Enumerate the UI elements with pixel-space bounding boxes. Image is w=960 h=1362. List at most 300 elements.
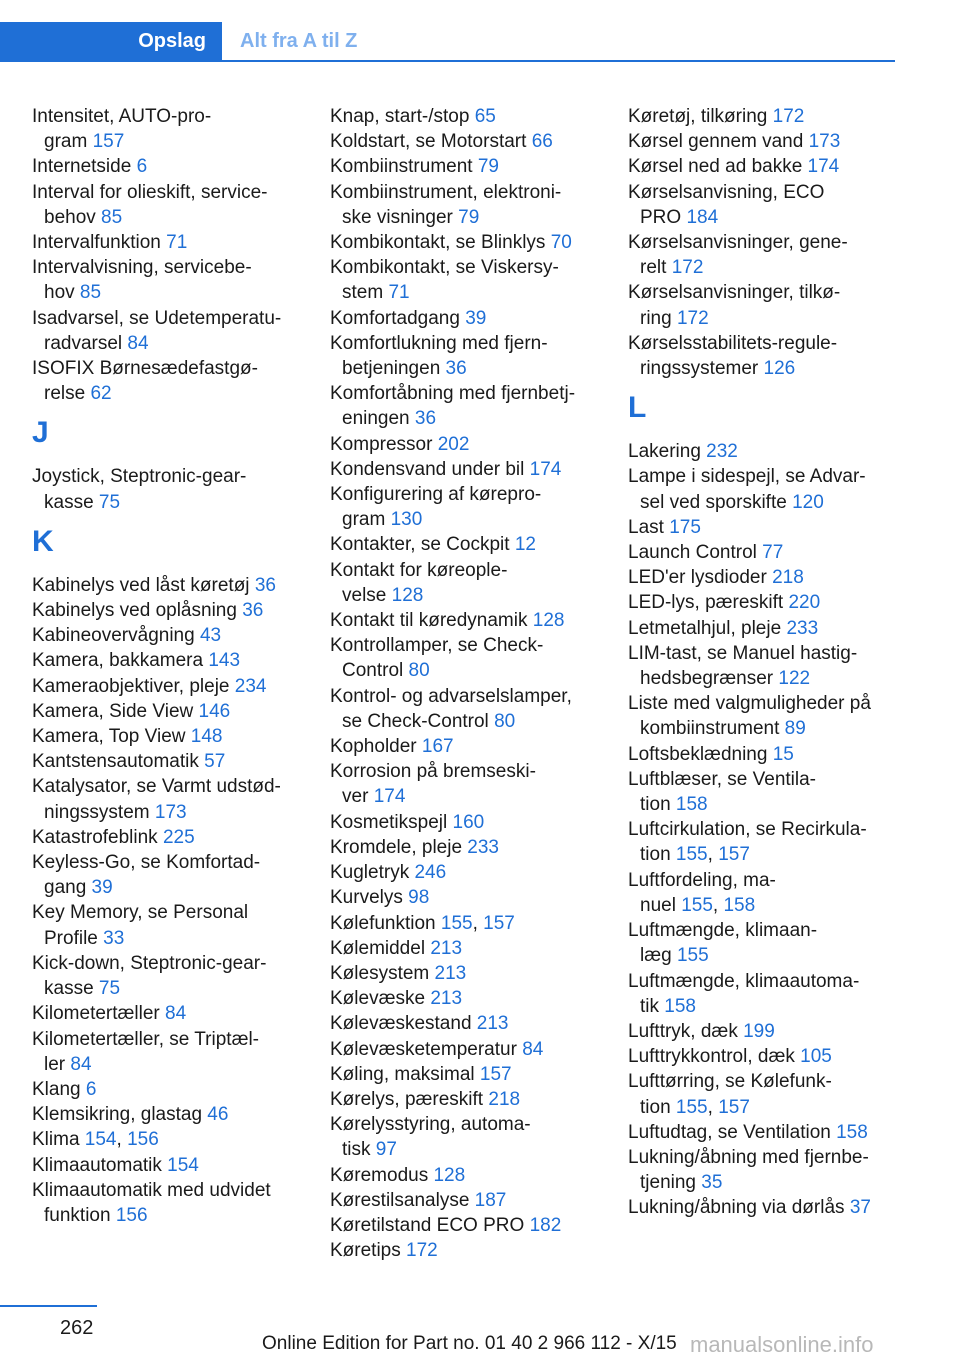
page-ref-link[interactable]: 35 [701,1172,723,1194]
index-entry-line [628,616,896,641]
tab-alt-fra-a-til-z[interactable] [240,22,357,60]
index-entry-text: Last [628,516,670,538]
index-entry-line [32,230,300,255]
page-ref-link[interactable]: 155 [676,945,709,967]
index-entry-line [330,633,600,658]
index-entry-line [32,381,300,406]
page-ref-link[interactable]: 126 [763,358,796,380]
index-entry-text: Kabineovervågning [32,625,200,647]
page-ref-link[interactable]: 156 [115,1204,148,1226]
page-ref-link[interactable]: 130 [390,509,423,531]
index-entry [330,911,600,936]
index-entry-line [330,104,600,129]
index-entry [330,532,600,557]
index-entry-text: Intervalvisning, servicebe- [32,257,252,279]
page-ref-link[interactable]: 218 [772,567,804,589]
index-entry [628,129,896,154]
page-ref-link[interactable]: 167 [421,736,454,758]
index-entry-line [330,482,600,507]
page-ref-link[interactable]: 12 [514,534,536,556]
index-entry [32,674,300,699]
index-entry [330,1163,600,1188]
page-ref-link[interactable]: 157 [92,131,125,153]
index-entry [330,860,600,885]
index-entry-line [330,1062,600,1087]
page-ref-link[interactable]: 37 [849,1197,871,1219]
page-ref-link[interactable]: 71 [166,232,188,254]
page-ref-link[interactable]: 225 [162,826,195,848]
page-ref-link[interactable]: 122 [778,668,811,690]
index-entry-line [330,1238,600,1263]
index-entry-line [330,860,600,885]
index-entry [628,616,896,641]
index-entry [330,129,600,154]
index-entry-line [32,598,300,623]
index-entry-line [330,532,600,557]
index-entry-text: Lukning/åbning med fjernbe- [628,1146,869,1168]
page-ref-link[interactable]: 157 [483,912,515,934]
index-entry-line [628,255,896,280]
index-entry [330,1011,600,1036]
index-entry-text: ring [640,307,677,329]
page-ref-link[interactable]: 233 [467,836,499,858]
page-ref-link[interactable]: 158 [723,894,756,916]
index-entry-text: LED'er lysdioder [628,567,773,589]
index-entry-text: stem [342,282,389,304]
watermark: manualsonline.info [690,1332,874,1357]
page-ref-link[interactable]: 187 [474,1189,507,1211]
index-entry-text: Kørestilsanalyse [330,1189,475,1211]
page-number: 262 [60,1317,94,1339]
index-entry-line [32,749,300,774]
index-entry-text: ringssystemer [640,358,764,380]
index-entry-text: Korrosion på bremseski- [330,761,536,783]
section-letter: J [32,416,49,450]
index-entry-line [32,1102,300,1127]
page-ref-link[interactable]: 213 [434,962,467,984]
index-entry [330,154,600,179]
index-entry-line [32,774,300,799]
index-entry-text: Katastrofeblink [32,826,163,848]
index-entry-line [628,868,896,893]
page-ref-link[interactable]: 157 [718,844,750,866]
page-ref-link[interactable]: 172 [772,106,805,127]
index-entry-text: ver [342,786,374,808]
index-entry [32,1027,300,1077]
index-entry-line [32,724,300,749]
index-entry-line [32,926,300,951]
page-ref-link[interactable]: 202 [437,433,470,455]
index-column-1 [32,104,300,1228]
index-entry-line [330,129,600,154]
index-entry [330,255,600,305]
index-entry-line [32,255,300,280]
index-entry-line [628,691,896,716]
page-ref-link[interactable]: 70 [550,232,572,254]
index-entry-text: Klang [32,1078,86,1100]
page-ref-link[interactable]: 84 [522,1038,544,1060]
index-entry [32,154,300,179]
page-ref-link[interactable]: 220 [788,592,821,614]
index-entry [330,608,600,633]
index-entry-line [330,1037,600,1062]
index-entry-text: Kombikontakt, se Viskersy- [330,257,559,279]
page-ref-link[interactable]: 75 [98,978,121,1000]
index-entry-line [628,1044,896,1069]
page-ref-link[interactable]: 39 [465,307,487,329]
index-entry-line [628,490,896,515]
page-ref-link[interactable]: 85 [101,206,123,228]
index-entry [32,1127,300,1152]
index-entry-text: Komfortlukning med fjern- [330,332,548,354]
index-entry-line [628,280,896,305]
index-entry-text: Køremodus [330,1164,434,1186]
page-ref-link[interactable]: 155 [681,894,713,916]
index-entry-line [32,825,300,850]
index-entry-text: Kølevæskestand [330,1013,477,1035]
index-entry-line [628,356,896,381]
index-entry-text: Kontakt for køreople- [330,559,508,581]
index-entry-line [32,154,300,179]
index-entry-line [32,850,300,875]
index-entry-line [32,1077,300,1102]
index-entry-text: Klimaautomatik [32,1154,168,1176]
page-ref-link[interactable]: 213 [430,988,463,1010]
chapter-header [0,22,895,62]
page-ref-link[interactable]: 218 [488,1088,521,1110]
section-letter: L [628,391,647,425]
index-entry-line [628,1170,896,1195]
index-entry-line [628,1095,896,1120]
page-ref-link[interactable]: 155 [440,912,473,934]
index-entry-line [32,800,300,825]
index-entry [32,749,300,774]
page-ref-link[interactable]: 154 [167,1154,199,1176]
index-entry-line [32,205,300,230]
page-ref-link[interactable]: 175 [669,516,701,538]
page-ref-link[interactable]: 33 [103,927,125,949]
index-entry-text: Kromdele, pleje [330,836,468,858]
page-ref-link[interactable]: 46 [207,1104,229,1126]
page-ref-link[interactable]: 173 [808,131,841,153]
page-ref-link[interactable]: 80 [494,710,516,732]
index-entry-text: ler [44,1053,71,1075]
page-ref-link[interactable]: 84 [165,1003,187,1025]
index-entry-line [32,129,300,154]
page-ref-link[interactable]: 71 [388,282,410,304]
index-entry-line [32,180,300,205]
index-entry [32,230,300,255]
index-entry-text: Kombiinstrument [330,156,478,178]
page-ref-link[interactable]: 160 [452,811,485,833]
index-entry-text: Knap, start-/stop [330,106,475,127]
index-entry-line [330,306,600,331]
index-entry-text: relt [640,257,672,279]
index-entry-text: tion [640,1096,676,1118]
page-ref-link[interactable]: 154 [84,1129,117,1151]
page-ref-link[interactable]: 84 [70,1053,92,1075]
index-entry-text: Kabinelys ved oplåsning [32,600,243,622]
page-ref-link[interactable]: 143 [208,650,241,672]
page-ref-link[interactable]: 43 [199,625,222,647]
page-ref-link[interactable]: 155 [675,844,708,866]
index-entry [628,742,896,767]
index-entry-text: nuel [640,894,682,916]
page-ref-link[interactable]: 36 [254,574,276,596]
tab-opslag-label: Opslag [138,29,206,52]
index-entry-text: Launch Control [628,542,763,564]
index-entry-line [330,381,600,406]
index-entry-line [330,986,600,1011]
index-entry-text: gang [44,877,92,899]
index-entry-text: Kantstensautomatik [32,751,205,773]
index-entry-line [628,1145,896,1170]
index-entry-line [628,590,896,615]
index-entry-line [330,180,600,205]
index-entry-text: Kamera, bakkamera [32,650,209,672]
index-entry-text: Kurvelys [330,887,409,909]
index-entry-line [330,583,600,608]
page-ref-link[interactable]: 246 [414,862,447,884]
index-entry-text: LIM-tast, se Manuel hastig- [628,642,858,664]
tab-opslag[interactable] [0,22,222,60]
index-entry-line [32,356,300,381]
index-entry-line [628,464,896,489]
page-ref-link[interactable]: 173 [154,801,187,823]
index-entry-text: Joystick, Steptronic-gear- [32,466,247,488]
index-entry-line [628,817,896,842]
index-entry [628,230,896,280]
index-entry [330,1188,600,1213]
index-entry-text: funktion [44,1204,116,1226]
index-entry [32,104,300,154]
index-entry-line [32,331,300,356]
index-entry-text: velse [342,584,392,606]
index-entry-line [628,515,896,540]
index-entry-line [330,911,600,936]
index-entry-line [330,759,600,784]
index-entry-text: radvarsel [44,332,128,354]
index-entry-text: PRO [640,206,687,228]
index-entry-text: Luftblæser, se Ventila- [628,768,816,790]
index-entry-line [330,331,600,356]
page-ref-link[interactable]: 157 [479,1063,512,1085]
page-ref-link[interactable]: 234 [234,675,267,697]
index-entry-text: Kick-down, Steptronic-gear- [32,952,267,974]
index-entry-text: ningssystem [44,801,155,823]
index-entry-text: Kølemiddel [330,937,431,959]
index-entry-text: Lufttørring, se Kølefunk- [628,1071,832,1093]
index-entry-line [32,875,300,900]
index-entry-line [330,406,600,431]
index-entry-text: Kørselsanvisning, ECO [628,181,825,203]
page-ref-link[interactable]: 36 [242,600,264,622]
page-ref-link[interactable]: 148 [190,726,223,748]
index-entry-text: Katalysator, se Varmt udstød- [32,776,281,798]
index-entry-text: Klemsikring, glastag [32,1104,208,1126]
index-entry-line [32,951,300,976]
page-ref-link[interactable]: 199 [743,1020,775,1042]
page-ref-link[interactable]: 172 [676,307,709,329]
index-entry-line [32,674,300,699]
index-entry-line [32,648,300,673]
index-entry-text: Kontakter, se Cockpit [330,534,515,556]
index-entry-line [330,356,600,381]
index-entry [628,540,896,565]
page-ref-link[interactable]: 174 [373,786,406,808]
page-ref-link[interactable]: 57 [204,751,226,773]
page-ref-link[interactable]: 172 [406,1240,438,1262]
index-entry-text: Kørelys, pæreskift [330,1088,489,1110]
page-ref-link[interactable]: 184 [686,206,719,228]
index-entry-text: læg [640,945,677,967]
index-entry-text: relse [44,383,91,405]
page-ref-link[interactable]: 158 [675,794,708,816]
page-ref-link[interactable]: 128 [433,1164,466,1186]
index-entry [32,356,300,406]
index-entry [628,1069,896,1119]
index-entry-line [330,835,600,860]
index-entry-text: tion [640,844,676,866]
page-ref-link[interactable]: 80 [408,660,430,682]
page-ref-link[interactable]: 36 [445,358,467,380]
index-entry-text: Køretøj, tilkøring [628,106,773,127]
page-ref-link[interactable]: 157 [718,1096,750,1118]
index-entry-line [32,1052,300,1077]
index-entry [330,1112,600,1162]
index-entry [330,331,600,381]
index-entry-text: Kameraobjektiver, pleje [32,675,235,697]
page-ref-link[interactable]: 66 [531,131,553,153]
index-entry-line [628,230,896,255]
index-entry-text: eningen [342,408,415,430]
index-entry [330,885,600,910]
index-entry [330,381,600,431]
index-entry-line [628,792,896,817]
index-entry [330,558,600,608]
page-ref-link[interactable]: 79 [477,156,499,178]
index-entry [628,1195,896,1220]
page-ref-separator: , [707,844,719,866]
index-entry-text: Kølesystem [330,962,435,984]
header-divider [0,60,895,62]
page-ref-link[interactable]: 105 [800,1046,832,1068]
index-entry-text: betjeningen [342,358,446,380]
index-entry-text: Kørselsstabilitets-regule- [628,332,838,354]
page-ref-link[interactable]: 79 [458,206,480,228]
page-ref-link[interactable]: 85 [79,282,102,304]
page-ref-link[interactable]: 89 [784,718,806,740]
page-ref-link[interactable]: 39 [91,877,113,899]
index-entry-text: kasse [44,491,99,513]
index-entry-line [628,842,896,867]
index-entry-text: Kølefunktion [330,912,441,934]
page-ref-link[interactable]: 62 [90,383,112,405]
index-entry [330,1037,600,1062]
index-entry [628,104,896,129]
page-ref-link[interactable]: 232 [706,441,738,463]
index-entry-text: Kontrollamper, se Check- [330,635,544,657]
index-entry [628,969,896,1019]
index-entry-line [330,1112,600,1137]
page-ref-link[interactable]: 84 [127,332,149,354]
page-ref-link[interactable]: 6 [136,156,148,178]
page-ref-link[interactable]: 213 [430,937,463,959]
index-entry-text: Liste med valgmuligheder på [628,693,871,715]
page-ref-link[interactable]: 65 [474,106,496,127]
page-ref-link[interactable]: 77 [762,542,784,564]
index-entry-text: Luftmængde, klimaan- [628,920,818,942]
page-ref-link[interactable]: 155 [675,1096,708,1118]
page-ref-link[interactable]: 158 [836,1121,868,1143]
index-entry-text: behov [44,206,102,228]
index-entry-line [32,1127,300,1152]
index-entry [32,1001,300,1026]
tab-alt-fra-a-til-z-label: Alt fra A til Z [240,29,358,52]
page-ref-link[interactable]: 15 [772,743,794,765]
page-ref-link[interactable]: 75 [98,491,121,513]
index-entry [628,464,896,514]
index-entry-text: Lampe i sidespejl, se Advar- [628,466,866,488]
index-entry-line [628,154,896,179]
index-entry [32,774,300,824]
index-entry-line [32,623,300,648]
index-entry-text: Letmetalhjul, pleje [628,617,787,639]
index-entry-text: ISOFIX Børnesædefastgø- [32,358,258,380]
page-ref-link[interactable]: 182 [529,1214,562,1236]
index-entry [32,951,300,1001]
index-entry-line [628,716,896,741]
index-entry [32,573,300,598]
index-column-3 [628,104,896,1221]
page-ref-link[interactable]: 174 [807,156,840,178]
page-ref-link[interactable]: 36 [414,408,437,430]
index-entry-text: gram [44,131,93,153]
page-ref-link[interactable]: 174 [529,458,562,480]
index-entry [628,565,896,590]
index-entry-line [330,936,600,961]
page-ref-link[interactable]: 213 [476,1013,509,1035]
index-entry [628,641,896,691]
index-entry [32,1153,300,1178]
page-ref-link[interactable]: 158 [664,995,696,1017]
index-entry [330,961,600,986]
index-entry-text: kombiinstrument [640,718,785,740]
index-entry [330,759,600,809]
page-ref-link[interactable]: 172 [671,257,704,279]
page-ref-link[interactable]: 128 [532,610,565,632]
index-entry-line [330,432,600,457]
index-entry-line [628,129,896,154]
page-ref-link[interactable]: 156 [127,1129,159,1151]
page-ref-link[interactable]: 97 [375,1139,397,1161]
index-entry-text: Lufttrykkontrol, dæk [628,1046,801,1068]
index-entry [32,464,300,514]
page-ref-link[interactable]: 128 [391,584,424,606]
index-entry [628,1145,896,1195]
index-entry-text: Klima [32,1129,85,1151]
index-entry-line [330,1087,600,1112]
index-entry-line [330,205,600,230]
edition-note: Online Edition for Part no. 01 40 2 966 112 - X/15 [262,1333,677,1354]
page-ref-link[interactable]: 6 [85,1078,97,1100]
page-ref-link[interactable]: 120 [792,491,824,513]
index-entry-line [330,608,600,633]
page-ref-link[interactable]: 98 [408,887,430,909]
page-ref-link[interactable]: 233 [786,617,819,639]
page-ref-link[interactable]: 146 [198,700,231,722]
index-entry-line [628,104,896,129]
